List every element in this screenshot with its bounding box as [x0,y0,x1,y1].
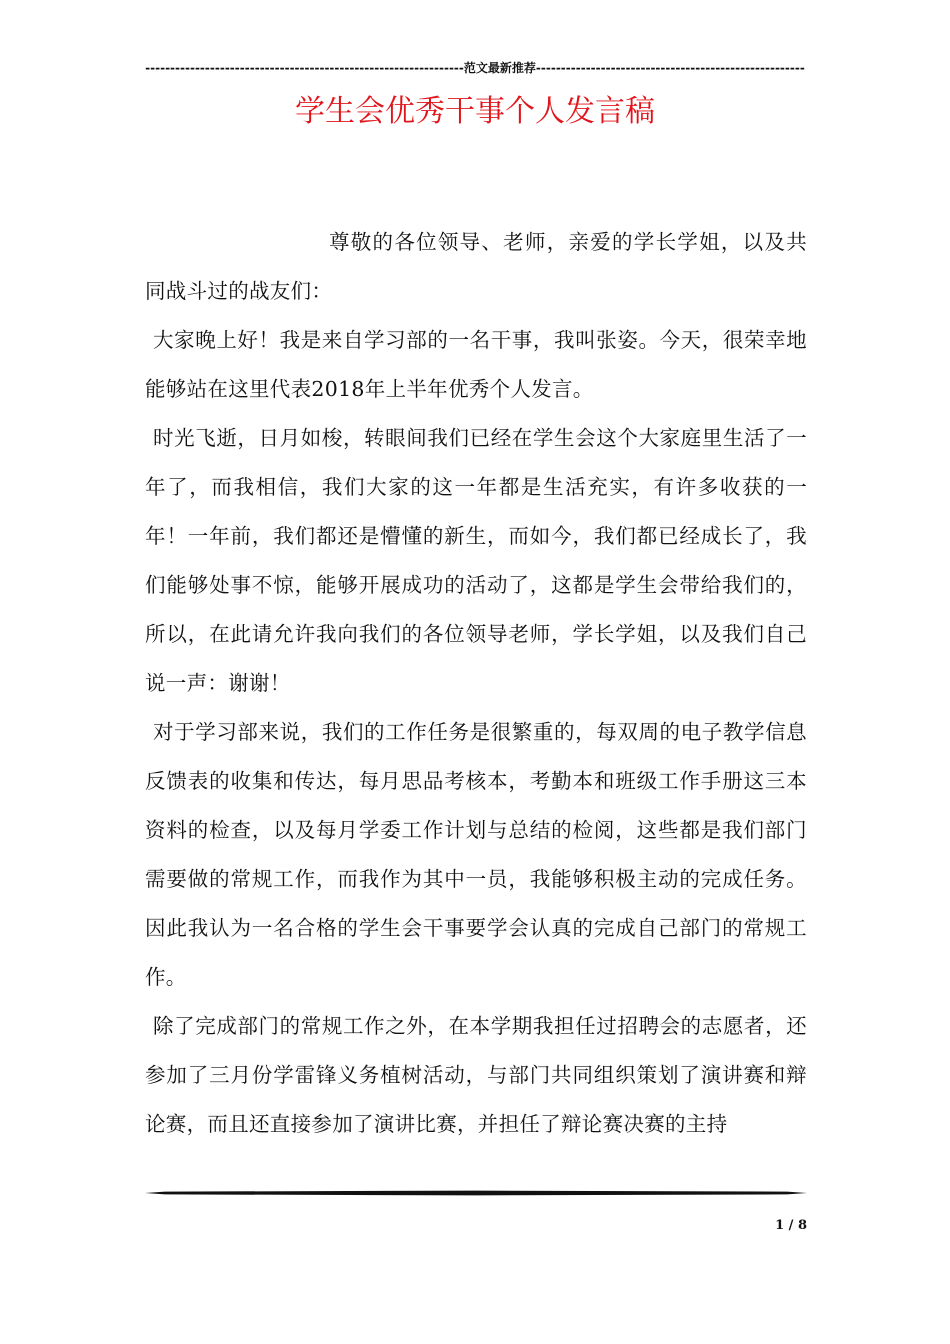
document-body [145,218,807,1149]
salutation-paragraph: 尊敬的各位领导、老师，亲爱的学长学姐，以及共同战斗过的战友们： [145,230,807,303]
body-paragraph: 除了完成部门的常规工作之外，在本学期我担任过招聘会的志愿者，还参加了三月份学雷锋义务植树活动，与部门共同组织策划了演讲赛和辩论赛，而且还直接参加了演讲比赛，并担任了辩论赛决赛的主持 [145,1014,807,1136]
page-number: 1 / 8 [775,1218,807,1233]
body-paragraph: 时光飞逝，日月如梭，转眼间我们已经在学生会这个大家庭里生活了一年了，而我相信，我们大家的这一年都是生活充实，有许多收获的一年！一年前，我们都还是懵懂的新生，而如今，我们都已经成长了，我们能够处事不惊，能够开展成功的活动了，这都是学生会带给我们的，所以，在此请允许我向我们的各位领导老师，学长学姐，以及我们自己说一声：谢谢！ [145,426,807,695]
body-paragraph: 对于学习部来说，我们的工作任务是很繁重的，每双周的电子教学信息反馈表的收集和传达，每月思品考核本，考勤本和班级工作手册这三本资料的检查，以及每月学委工作计划与总结的检阅，这些都是我们部门需要做的常规工作，而我作为其中一员，我能够积极主动的完成任务。因此我认为一名合格的学生会干事要学会认真的完成自己部门的常规工作。 [145,720,807,989]
header-banner: ----------------------------------------------------------------范文最新推荐------------------------------------------------------ [145,61,805,75]
document-title: 学生会优秀干事个人发言稿 [295,94,655,129]
footer-divider [145,1190,807,1196]
body-paragraph: 大家晚上好！我是来自学习部的一名干事，我叫张姿。今天，很荣幸地能够站在这里代表2018年上半年优秀个人发言。 [145,328,807,401]
